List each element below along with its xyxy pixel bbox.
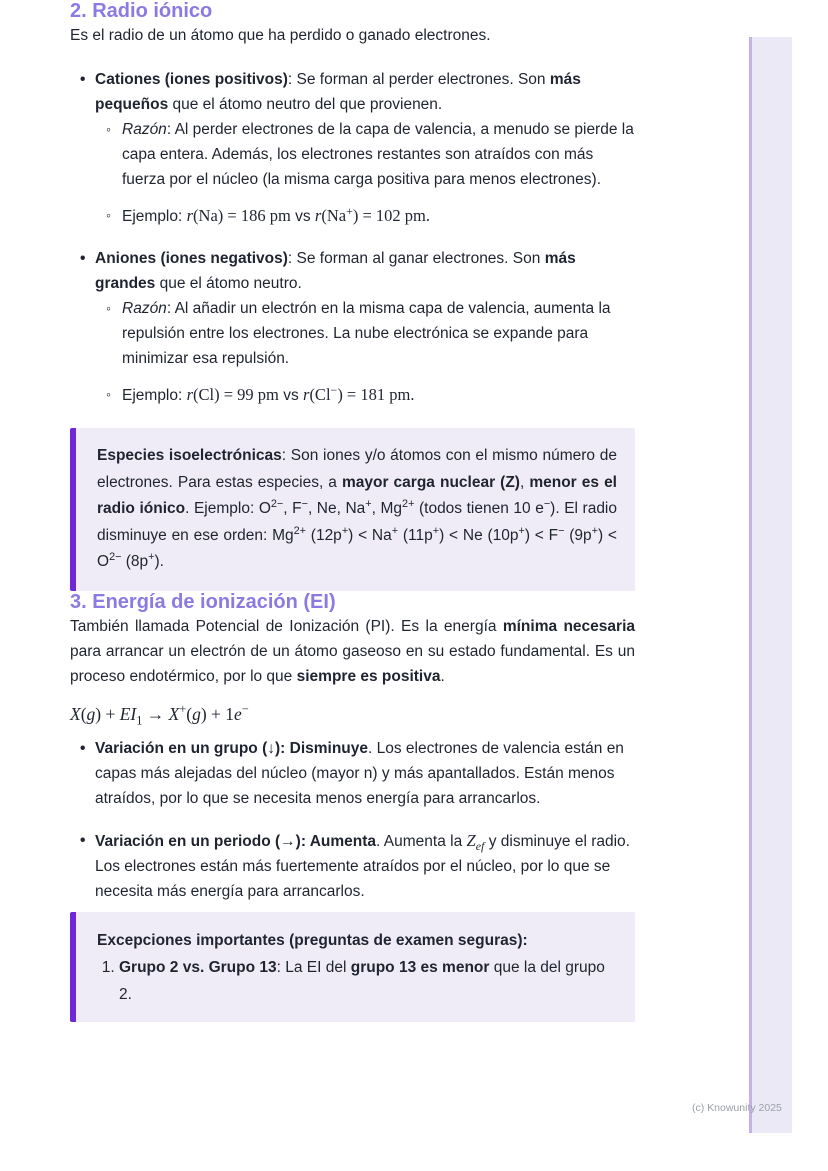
callout-excepciones xyxy=(70,912,635,1022)
sublist-aniones xyxy=(95,296,635,408)
sublist-item-ejemplo: ◦ Ejemplo: r(Cl) = 99 pm vs r(Cl−) = 181 pm. xyxy=(122,382,635,408)
list-item-variacion-grupo: • Variación en un grupo (↓): Disminuye. Los electrones de valencia están en capas más alejadas del núcleo (mayor n) y más apantallados. Están menos atraídos, por lo que se necesita menos energía para arrancarlos. xyxy=(95,736,635,811)
notes-content xyxy=(70,0,635,1022)
list-item-variacion-periodo: • Variación en un periodo (→): Aumenta. Aumenta la $Z_{ef}$ y disminuye el radio. Los electrones están más fuertemente atraídos por el núcleo, por lo que se necesita más energía para arrancarlos. xyxy=(95,828,635,904)
list-item-aniones xyxy=(95,246,635,408)
section-heading-radio-ionico: 2. Radio iónico xyxy=(70,0,213,22)
sublist-item-razon: ◦ Razón: Al perder electrones de la capa de valencia, a menudo se pierde la capa entera. Además, los electrones restantes son atraídos con más fuerza por el núcleo (la misma carga positiva para menos electrones). xyxy=(122,117,635,192)
callout-numbered-list xyxy=(97,954,617,1008)
ionization-equation: $X(g) + EI_1 \to X^+(g) + 1e^-$ xyxy=(70,701,249,727)
sublist-item-ejemplo: ◦ Ejemplo: r(Na) = 186 pm vs r(Na+) = 102 pm. xyxy=(122,203,635,229)
paragraph-radio-intro: Es el radio de un átomo que ha perdido o ganado electrones. xyxy=(70,27,491,44)
callout-especies-isoelectronicas xyxy=(70,428,635,591)
numbered-item-grupo2-vs-grupo13: 1. Grupo 2 vs. Grupo 13: La EI del grupo 13 es menor que la del grupo 2. xyxy=(119,954,617,1008)
callout-title: Excepciones importantes (preguntas de examen seguras): xyxy=(97,931,528,949)
sublist-item-razon: ◦ Razón: Al añadir un electrón en la misma capa de valencia, aumenta la repulsión entre los electrones. La nube electrónica se expande para minimizar esa repulsión. xyxy=(122,296,635,371)
sublist-cationes xyxy=(95,117,635,229)
bullet-list-radio xyxy=(70,67,635,408)
section-heading-energia-ionizacion: 3. Energía de ionización (EI) xyxy=(70,590,336,613)
list-item-text: Aniones (iones negativos): Se forman al ganar electrones. Son más grandes que el átomo neutro. xyxy=(95,250,576,292)
list-item-text: Cationes (iones positivos): Se forman al perder electrones. Son más pequeños que el átomo neutro del que provienen. xyxy=(95,71,581,113)
callout-text: Especies isoelectrónicas: Son iones y/o átomos con el mismo número de electrones. Para estas especies, a mayor carga nuclear (Z), menor es el radio iónico. Ejemplo: $O^{2-}$, F−, Ne, Na+, $Mg^{2+}$ (todos tienen 10 e−). El radio disminuye en ese orden: $Mg^{2+}$ (12p+) < Na+ (11p+) < Ne (10p+) < F− $(9p^+) < O^{2-}$ (8p+). xyxy=(97,447,617,570)
copyright-watermark: (c) Knowunity 2025 xyxy=(692,1102,782,1114)
page-edge-strip xyxy=(749,37,792,1133)
paragraph-energia-intro: También llamada Potencial de Ionización (PI). Es la energía mínima necesaria para arrancar un electrón de un átomo gaseoso en su estado fundamental. Es un proceso endotérmico, por lo que siempre es positiva. xyxy=(70,617,635,685)
bullet-list-energia xyxy=(70,736,635,904)
list-item-cationes xyxy=(95,67,635,229)
